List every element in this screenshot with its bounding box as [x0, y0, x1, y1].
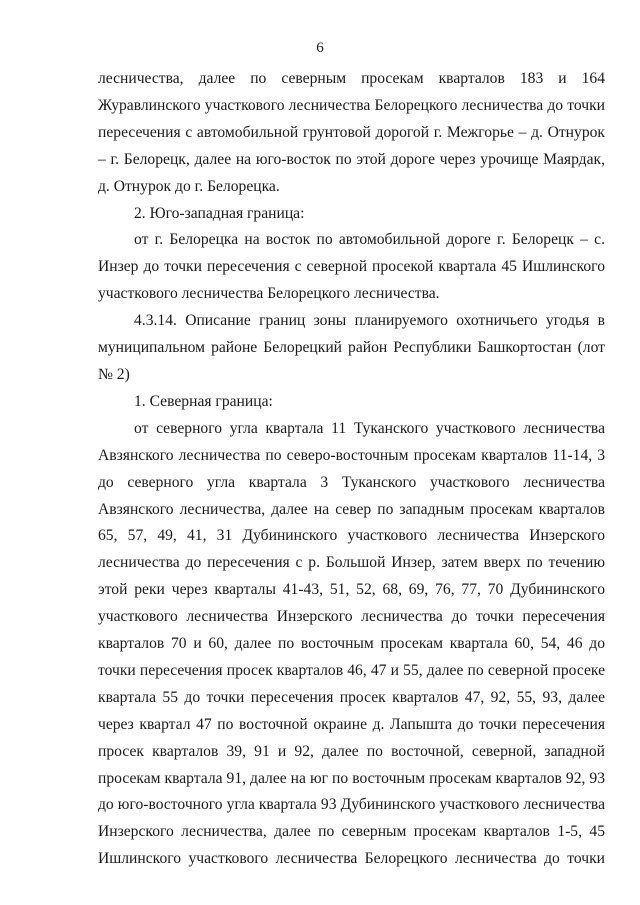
heading-southwest-boundary: 2. Юго-западная граница:	[134, 204, 305, 222]
page-number: 6	[316, 40, 324, 56]
document-body	[98, 66, 605, 873]
section-heading-4-3-14: 4.3.14. Описание границ зоны планируемого охотничьего угодья в муниципальном районе Белорецкий район Республики Башкортостан (лот № 2)	[98, 312, 605, 383]
paragraph-southwest-boundary: от г. Белорецка на восток по автомобильной дороге г. Белорецк – с. Инзер до точки пересечения с северной просекой квартала 45 Ишлинского участкового лесничества Белорецкого лесничества.	[98, 231, 605, 303]
heading-north-boundary: 1. Северная граница:	[134, 392, 273, 410]
paragraph-north-boundary: от северного угла квартала 11 Туканского участкового лесничества Авзянского лесничества по северо-восточным просекам кварталов 11-14, 3 до северного угла квартала 3 Туканского участкового лесничества Авзянского лесничества, далее на север по западным просекам кварталов 65, 57, 49, 41, 31 Дубининского участкового лесничества Инзерского лесничества до пересечения с р. Большой Инзер, затем вверх по течению этой реки через кварталы 41-43, 51, 52, 68, 69, 76, 77, 70 Дубининского участкового лесничества Инзерского лесничества до точки пересечения кварталов 70 и 60, далее по восточным просекам квартала 60, 54, 46 до точки пересечения просек кварталов 46, 47 и 55, далее по северной просеке квартала 55 до точки пересечения просек кварталов 47, 92, 55, 93, далее через квартал 47 по восточной окраине д. Лапышта до точки пересечения просек кварталов 39, 91 и 92, далее по восточной, северной, западной просекам квартала 91, далее на юг по восточным просекам кварталов 92, 93 до юго-восточного угла квартала 93 Дубининского участкового лесничества Инзерского лесничества, далее по северным просекам кварталов 1-5, 45 Ишлинского участкового лесничества Белорецкого лесничества до точки	[98, 419, 605, 868]
paragraph-previous-boundary-continuation: лесничества, далее по северным просекам кварталов 183 и 164 Журавлинского участкового лесничества Белорецкого лесничества до точки пересечения с автомобильной грунтовой дорогой г. Межгорье – д. Отнурок – г. Белорецк, далее на юго-восток по этой дороге через урочище Маярдак, д. Отнурок до г. Белорецка.	[98, 70, 605, 195]
